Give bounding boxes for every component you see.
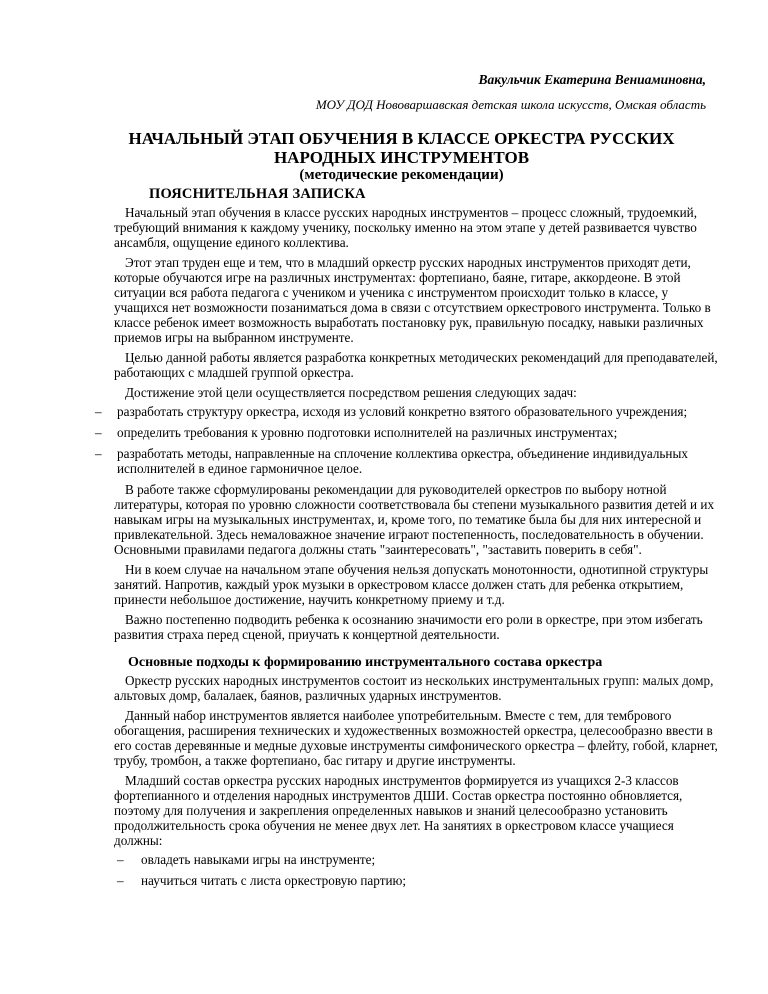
requirements-list [114,852,719,888]
list-item-text: научиться читать с листа оркестровую партию; [141,873,407,888]
paragraph: Важно постепенно подводить ребенка к осознанию значимости его роли в оркестре, при этом избегать развития страха перед сценой, приучать к концертной деятельности. [114,612,703,642]
author-name: Вакульчик Екатерина Вениаминовна, [478,72,706,87]
paragraph: Данный набор инструментов является наиболее употребительным. Вместе с тем, для тембрового обогащения, расширения технических и художественных возможностей оркестра, целесообразно ввести в его состав деревянные и медные духовые инструменты симфонического оркестра – флейту, гобой, кларнет, трубу, тромбон, а также фортепиано, бас гитару и другие инструменты. [114,708,718,768]
section-explanatory-note [95,205,719,642]
list-item-text: овладеть навыками игры на инструменте; [141,852,376,867]
title-line-2: НАРОДНЫХ ИНСТРУМЕНТОВ [273,148,530,167]
paragraph: Оркестр русских народных инструментов состоит из нескольких инструментальных групп: малых домр, альтовых домр, балалаек, баянов, различных ударных инструментов. [114,673,714,703]
list-item [95,446,719,476]
dash-bullet: – [117,873,124,888]
list-item-text: определить требования к уровню подготовки исполнителей на различных инструментах; [117,425,618,440]
author-affiliation: МОУ ДОД Нововаршавская детская школа искусств, Омская область [315,97,706,112]
dash-bullet: – [95,446,102,461]
title-line-1: НАЧАЛЬНЫЙ ЭТАП ОБУЧЕНИЯ В КЛАССЕ ОРКЕСТРА РУССКИХ [128,129,675,148]
dash-bullet: – [95,404,102,419]
section-heading-orchestra-composition: Основные подходы к формированию инструментального состава оркестра [128,655,603,670]
paragraph: Достижение этой цели осуществляется посредством решения следующих задач: [125,385,577,400]
document-title [97,129,706,167]
list-item [95,404,719,419]
paragraph: Начальный этап обучения в классе русских народных инструментов – процесс сложный, трудоемкий, требующий внимания к каждому ученику, поскольку именно на этом этапе у детей развивается чувство ансамбля, ощущение единого коллектива. [114,205,698,250]
section-heading-explanatory-note: ПОЯСНИТЕЛЬНАЯ ЗАПИСКА [149,186,366,202]
list-item [114,852,719,867]
paragraph: Этот этап труден еще и тем, что в младший оркестр русских народных инструментов приходят дети, которые обучаются игре на различных инструментах: фортепиано, баяне, гитаре, аккордеоне. В этой ситуации вся работа педагога с учеником и ученика с инструментом происходит только в классе, у учащихся нет возможности позаниматься дома в связи с отсутствием оркестрового инструмента. Только в классе ребенок имеет возможность выработать постановку рук, правильную посадку, навыки различных приемов игры на выбранном инструменте. [114,255,711,345]
document-subtitle: (методические рекомендации) [299,167,504,183]
paragraph: Ни в коем случае на начальном этапе обучения нельзя допускать монотонности, однотипной структуры занятий. Напротив, каждый урок музыки в оркестровом классе должен стать для ребенка открытием, принести небольшое достижение, научить конкретному приему и т.д. [114,562,709,607]
section-orchestra-composition [114,673,719,888]
paragraph: В работе также сформулированы рекомендации для руководителей оркестров по выбору нотной литературы, которая по уровню сложности соответствовала бы степени музыкального развития детей и их навыкам игры на музыкальных инструментах, и, кроме того, по тематике была бы для них интересной и привлекательной. Здесь немаловажное значение играют постепенность, последовательность в обучении. Основными правилами педагога должны стать "заинтересовать", "заставить поверить в себя". [114,482,715,557]
list-item-text: разработать структуру оркестра, исходя из условий конкретно взятого образовательного учреждения; [117,404,688,419]
paragraph: Младший состав оркестра русских народных инструментов формируется из учащихся 2-3 классов фортепианного и отделения народных инструментов ДШИ. Состав оркестра постоянно обновляется, поэтому для получения и закрепления определенных навыков и знаний целесообразно установить продолжительность срока обучения не менее двух лет. На занятиях в оркестровом классе учащиеся должны: [114,773,683,848]
tasks-list [95,404,719,476]
list-item-text: разработать методы, направленные на сплочение коллектива оркестра, объединение индивидуальных исполнителей в единое гармоничное целое. [117,446,688,476]
list-item [95,425,719,440]
list-item [114,873,719,888]
dash-bullet: – [95,425,102,440]
paragraph: Целью данной работы является разработка конкретных методических рекомендаций для преподавателей, работающих с младшей группой оркестра. [114,350,718,380]
dash-bullet: – [117,852,124,867]
